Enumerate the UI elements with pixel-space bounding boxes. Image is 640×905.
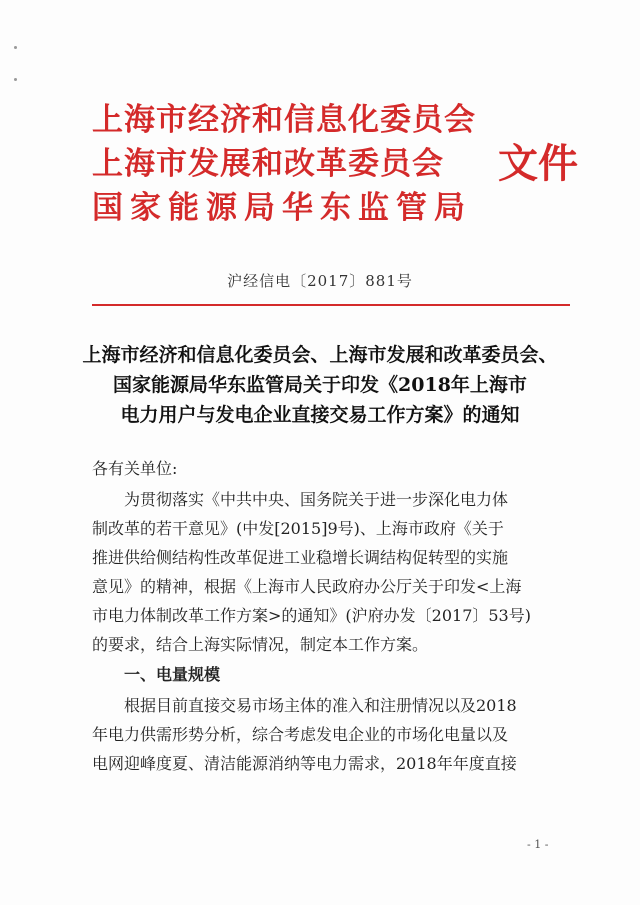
section-1-line-3: 电网迎峰度夏、清洁能源消纳等电力需求，2018年年度直接 bbox=[92, 754, 517, 773]
intro-line-4: 意见》的精神，根据《上海市人民政府办公厅关于印发<上海 bbox=[92, 577, 522, 596]
intro-line-6: 的要求，结合上海实际情况，制定本工作方案。 bbox=[92, 635, 429, 654]
intro-line-5: 市电力体制改革工作方案>的通知》(沪府办发〔2017〕53号) bbox=[92, 606, 531, 625]
notice-title-line-1: 上海市经济和信息化委员会、上海市发展和改革委员会、 bbox=[82, 344, 558, 366]
intro-line-3: 推进供给侧结构性改革促进工业稳增长调结构促转型的实施 bbox=[92, 548, 509, 567]
section-1-heading: 一、电量规模 bbox=[124, 665, 221, 684]
scan-speck bbox=[14, 78, 17, 81]
issuing-org-2: 上海市发展和改革委员会 bbox=[92, 146, 444, 182]
notice-title-line-2: 国家能源局华东监管局关于印发《2018年上海市 bbox=[113, 374, 527, 396]
document-number: 沪经信电〔2017〕881号 bbox=[227, 272, 413, 290]
page-number: - 1 - bbox=[527, 838, 549, 851]
salutation: 各有关单位: bbox=[92, 459, 178, 478]
scan-speck bbox=[14, 46, 17, 49]
issuing-org-1: 上海市经济和信息化委员会 bbox=[92, 102, 476, 138]
document-type-word: 文件 bbox=[498, 140, 578, 187]
notice-title-line-3: 电力用户与发电企业直接交易工作方案》的通知 bbox=[120, 404, 520, 426]
section-1-line-2: 年电力供需形势分析，综合考虑发电企业的市场化电量以及 bbox=[92, 725, 509, 744]
intro-line-1: 为贯彻落实《中共中央、国务院关于进一步深化电力体 bbox=[124, 490, 509, 509]
red-separator-rule bbox=[92, 304, 570, 306]
intro-line-2: 制改革的若干意见》(中发[2015]9号)、上海市政府《关于 bbox=[92, 519, 504, 538]
section-1-line-1: 根据目前直接交易市场主体的准入和注册情况以及2018 bbox=[124, 696, 517, 715]
issuing-org-3: 国家能源局华东监管局 bbox=[92, 190, 472, 226]
